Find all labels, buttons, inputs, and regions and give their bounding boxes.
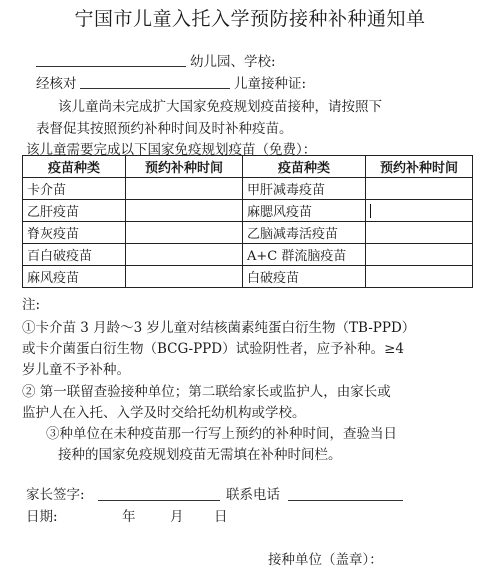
phone-label: 联系电话 <box>226 487 280 503</box>
col-time-2: 预约补种时间 <box>366 156 473 178</box>
time-cell[interactable] <box>366 266 473 288</box>
parent-sign-blank[interactable] <box>98 500 220 501</box>
paragraph-line-2: 表督促其按照预约补种时间及时补种疫苗。 <box>36 121 293 137</box>
text-cursor <box>370 204 371 218</box>
note-2-line-b: 监护人在入托、入学及时交给托幼机构或学校。 <box>22 405 306 421</box>
time-cell[interactable] <box>126 222 243 244</box>
page-title: 宁国市儿童入托入学预防接种补种通知单 <box>74 8 426 30</box>
table-row <box>23 200 473 222</box>
note-2-line-a: ② 第一联留查验接种单位；第二联给家长或监护人，由家长或 <box>22 384 391 400</box>
unit-stamp-label: 接种单位（盖章）： <box>268 552 383 568</box>
date-month: 月 <box>170 509 184 525</box>
paragraph-line-3: 该儿童需要完成以下国家免疫规划疫苗（免费）： <box>26 142 317 158</box>
note-1-line-b: 或卡介菌蛋白衍生物（BCG-PPD）试验阴性者，应予补种。≥4 <box>22 341 404 357</box>
time-cell[interactable] <box>126 244 243 266</box>
table-row <box>23 178 473 200</box>
time-cell[interactable] <box>366 178 473 200</box>
vaccine-cell: 脊灰疫苗 <box>23 222 126 244</box>
time-cell[interactable] <box>126 266 243 288</box>
vaccine-cell: 乙肝疫苗 <box>23 200 126 222</box>
date-day: 日 <box>214 509 228 525</box>
child-name-blank[interactable] <box>80 88 230 89</box>
cert-label: 儿童接种证: <box>234 76 307 92</box>
vaccine-cell: 甲肝减毒疫苗 <box>243 178 366 200</box>
time-cell[interactable] <box>366 244 473 266</box>
vaccine-cell: A+C 群流脑疫苗 <box>243 244 366 266</box>
kindergarten-label: 幼儿园、学校: <box>190 54 276 70</box>
time-cell[interactable] <box>126 178 243 200</box>
col-time-1: 预约补种时间 <box>126 156 243 178</box>
time-cell[interactable] <box>366 222 473 244</box>
date-label: 日期: <box>26 509 58 525</box>
kindergarten-blank[interactable] <box>36 66 186 67</box>
vaccine-cell: 卡介苗 <box>23 178 126 200</box>
col-vaccine-2: 疫苗种类 <box>243 156 366 178</box>
verified-prefix: 经核对 <box>36 76 77 92</box>
vaccine-cell: 白破疫苗 <box>243 266 366 288</box>
table-header-row <box>23 156 473 178</box>
vaccine-cell: 百白破疫苗 <box>23 244 126 266</box>
note-1-line-a: ①卡介苗 3 月龄～3 岁儿童对结核菌素纯蛋白衍生物（TB-PPD） <box>22 320 416 336</box>
col-vaccine-1: 疫苗种类 <box>23 156 126 178</box>
vaccine-table <box>22 155 473 288</box>
table-row <box>23 244 473 266</box>
paragraph-line-1: 该儿童尚未完成扩大国家免疫规划疫苗接种，请按照下 <box>58 99 382 115</box>
table-row <box>23 266 473 288</box>
time-cell[interactable] <box>366 200 473 222</box>
note-3-line-a: ③种单位在未种疫苗那一行写上预约的补种时间，查验当日 <box>46 426 397 442</box>
notes-label: 注: <box>22 297 41 313</box>
phone-blank[interactable] <box>288 500 403 501</box>
note-3-line-b: 接种的国家免疫规划疫苗无需填在补种时间栏。 <box>58 447 342 463</box>
date-year: 年 <box>122 509 136 525</box>
parent-sign-label: 家长签字: <box>26 487 85 503</box>
vaccine-cell: 乙脑减毒活疫苗 <box>243 222 366 244</box>
table-row <box>23 222 473 244</box>
note-1-line-c: 岁儿童不予补种。 <box>22 362 130 378</box>
vaccine-cell: 麻风疫苗 <box>23 266 126 288</box>
vaccine-cell: 麻腮风疫苗 <box>243 200 366 222</box>
time-cell[interactable] <box>126 200 243 222</box>
